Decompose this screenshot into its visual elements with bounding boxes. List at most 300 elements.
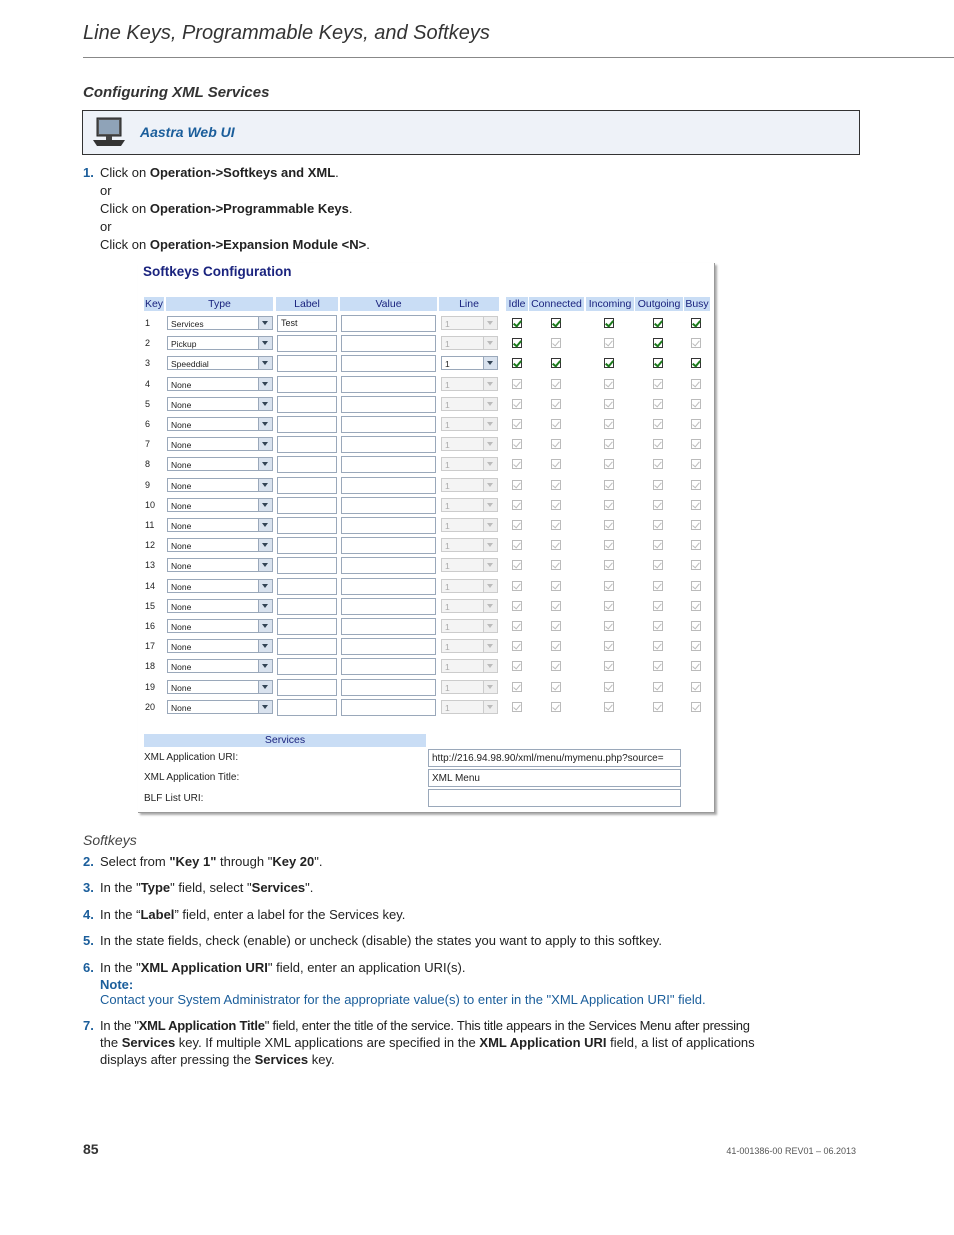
line-value: 1	[445, 702, 450, 713]
type-select[interactable]	[167, 619, 273, 633]
checkbox-incoming[interactable]	[604, 399, 614, 409]
type-value: None	[171, 561, 192, 572]
line-value: 1	[445, 622, 450, 632]
label-input[interactable]	[277, 477, 337, 494]
line-value: 1	[445, 440, 450, 451]
checkbox-incoming[interactable]	[604, 560, 614, 570]
checkbox-incoming[interactable]	[604, 581, 614, 591]
type-value: None	[171, 541, 192, 552]
checkbox-incoming[interactable]	[604, 641, 614, 651]
type-select[interactable]	[167, 498, 273, 512]
line-value: 1	[445, 561, 450, 572]
checkbox-incoming[interactable]	[604, 540, 614, 550]
checkbox-busy[interactable]	[691, 702, 701, 712]
line-select[interactable]	[441, 478, 498, 492]
type-value: Services	[171, 319, 204, 329]
label-input[interactable]	[277, 598, 337, 615]
checkbox-idle[interactable]	[512, 419, 522, 429]
value-input[interactable]	[341, 537, 436, 554]
checkbox-idle[interactable]	[512, 318, 522, 328]
checkbox-connected[interactable]	[551, 682, 561, 692]
checkbox-outgoing[interactable]	[653, 641, 663, 651]
note-label: Note:	[100, 977, 134, 992]
chevron-down-icon	[483, 701, 497, 713]
checkbox-outgoing[interactable]	[653, 581, 663, 591]
checkbox-outgoing[interactable]	[653, 318, 663, 328]
chevron-down-icon	[258, 519, 272, 531]
line-select[interactable]	[441, 356, 498, 370]
type-select[interactable]	[167, 558, 273, 572]
chevron-down-icon	[483, 479, 497, 491]
type-select[interactable]	[167, 659, 273, 673]
checkbox-incoming[interactable]	[604, 338, 614, 348]
label-input[interactable]	[277, 396, 337, 413]
value-input[interactable]	[341, 436, 436, 453]
label-input[interactable]	[277, 658, 337, 675]
chevron-down-icon	[483, 681, 497, 693]
checkbox-connected[interactable]	[551, 621, 561, 631]
checkbox-connected[interactable]	[551, 560, 561, 570]
step-text: In the "XML Application URI" field, enter an application URI(s). Note: Contact your System Administrator for the appropriate value(s) to enter in the "XML Application URI" field.	[100, 960, 706, 1007]
chevron-down-icon	[258, 458, 272, 470]
header-label: Label	[276, 297, 338, 311]
chevron-down-icon	[483, 398, 497, 410]
checkbox-connected[interactable]	[551, 500, 561, 510]
checkbox-connected[interactable]	[551, 520, 561, 530]
label-input[interactable]	[277, 335, 337, 352]
checkbox-connected[interactable]	[551, 459, 561, 469]
value-input[interactable]	[341, 335, 436, 352]
checkbox-incoming[interactable]	[604, 379, 614, 389]
chevron-down-icon	[258, 600, 272, 612]
value-input[interactable]	[341, 578, 436, 595]
checkbox-connected[interactable]	[551, 338, 561, 348]
type-select[interactable]	[167, 336, 273, 350]
checkbox-outgoing[interactable]	[653, 540, 663, 550]
type-value: None	[171, 521, 192, 531]
checkbox-outgoing[interactable]	[653, 621, 663, 631]
value-input[interactable]	[341, 598, 436, 615]
services-header: Services	[144, 734, 426, 747]
checkbox-incoming[interactable]	[604, 480, 614, 490]
chevron-down-icon	[483, 317, 497, 329]
label-input[interactable]	[277, 578, 337, 595]
chevron-down-icon	[258, 337, 272, 349]
page-number: 85	[83, 1141, 99, 1157]
label-input[interactable]	[277, 618, 337, 635]
step-number: 7.	[83, 1018, 94, 1033]
type-value: Speeddial	[171, 359, 209, 370]
checkbox-idle[interactable]	[512, 702, 522, 712]
checkbox-outgoing[interactable]	[653, 419, 663, 429]
checkbox-incoming[interactable]	[604, 621, 614, 631]
step-text: In the "Type" field, select "Services".	[100, 880, 314, 895]
checkbox-busy[interactable]	[691, 601, 701, 611]
type-value: None	[171, 642, 192, 653]
value-input[interactable]	[341, 557, 436, 574]
header-incoming: Incoming	[586, 297, 634, 311]
line-value: 1	[445, 480, 450, 491]
xml-uri-input[interactable]: http://216.94.98.90/xml/menu/mymenu.php?source=	[428, 749, 681, 767]
step-text: In the "XML Application Title" field, enter the title of the service. This title appears in the Services Menu after pressing the Services key. If multiple XML applications are specified in the XML Application URI field, a list of applications displays after pressing the Services key.	[100, 1018, 755, 1067]
value-input[interactable]	[341, 477, 436, 494]
chevron-down-icon	[258, 378, 272, 390]
value-input[interactable]	[341, 456, 436, 473]
checkbox-idle[interactable]	[512, 379, 522, 389]
type-value: None	[171, 460, 192, 471]
checkbox-busy[interactable]	[691, 338, 701, 348]
checkbox-idle[interactable]	[512, 520, 522, 530]
value-input[interactable]	[341, 618, 436, 635]
checkbox-incoming[interactable]	[604, 702, 614, 712]
step-text: Click on Operation->Softkeys and XML. or Click on Operation->Programmable Keys. or Click on Operation->Expansion Module <N>.	[100, 165, 370, 252]
checkbox-idle[interactable]	[512, 480, 522, 490]
type-select[interactable]	[167, 639, 273, 653]
chevron-down-icon	[258, 701, 272, 713]
header-connected: Connected	[529, 297, 584, 311]
type-select[interactable]	[167, 599, 273, 613]
checkbox-busy[interactable]	[691, 500, 701, 510]
type-select[interactable]	[167, 538, 273, 552]
value-input[interactable]	[341, 355, 436, 372]
type-value: None	[171, 379, 192, 390]
checkbox-incoming[interactable]	[604, 682, 614, 692]
checkbox-incoming[interactable]	[604, 520, 614, 530]
checkbox-connected[interactable]	[551, 601, 561, 611]
line-value: 1	[445, 460, 450, 471]
line-select[interactable]	[441, 457, 498, 471]
key-number: 3	[145, 358, 151, 369]
header-idle: Idle	[506, 297, 528, 311]
type-select[interactable]	[167, 377, 273, 391]
checkbox-busy[interactable]	[691, 540, 701, 550]
checkbox-outgoing[interactable]	[653, 682, 663, 692]
line-value: 1	[445, 682, 450, 693]
label-input[interactable]	[277, 557, 337, 574]
type-select[interactable]	[167, 579, 273, 593]
checkbox-idle[interactable]	[512, 641, 522, 651]
checkbox-connected[interactable]	[551, 379, 561, 389]
checkbox-outgoing[interactable]	[653, 601, 663, 611]
document-id: 41-001386-00 REV01 – 06.2013	[726, 1146, 856, 1156]
key-number: 14	[145, 580, 156, 591]
type-value: None	[171, 581, 192, 592]
checkbox-incoming[interactable]	[604, 439, 614, 449]
checkbox-idle[interactable]	[512, 581, 522, 591]
chevron-down-icon	[483, 357, 497, 369]
panel-title: Softkeys Configuration	[143, 264, 292, 279]
type-value: None	[171, 480, 192, 491]
checkbox-busy[interactable]	[691, 358, 701, 368]
line-select[interactable]	[441, 579, 498, 593]
value-input[interactable]	[341, 638, 436, 655]
type-select[interactable]	[167, 478, 273, 492]
label-input[interactable]	[277, 638, 337, 655]
chevron-down-icon	[258, 681, 272, 693]
chevron-down-icon	[258, 317, 272, 329]
line-select[interactable]	[441, 639, 498, 653]
line-select[interactable]	[441, 659, 498, 673]
type-select[interactable]	[167, 680, 273, 694]
label-input[interactable]	[277, 416, 337, 433]
checkbox-idle[interactable]	[512, 439, 522, 449]
type-value: None	[171, 702, 192, 713]
type-value: None	[171, 622, 192, 632]
checkbox-idle[interactable]	[512, 601, 522, 611]
checkbox-connected[interactable]	[551, 702, 561, 712]
chevron-down-icon	[483, 438, 497, 450]
key-number: 6	[145, 419, 151, 429]
checkbox-outgoing[interactable]	[653, 560, 663, 570]
web-ui-label: Aastra Web UI	[140, 124, 235, 140]
key-number: 20	[145, 701, 156, 712]
line-value: 1	[445, 541, 450, 552]
line-select[interactable]	[441, 498, 498, 512]
line-select[interactable]	[441, 700, 498, 714]
checkbox-busy[interactable]	[691, 480, 701, 490]
checkbox-busy[interactable]	[691, 682, 701, 692]
checkbox-incoming[interactable]	[604, 419, 614, 429]
web-ui-banner	[82, 110, 860, 155]
checkbox-incoming[interactable]	[604, 459, 614, 469]
chevron-down-icon	[483, 458, 497, 470]
key-number: 18	[145, 661, 156, 672]
step-number: 1.	[83, 165, 94, 180]
checkbox-busy[interactable]	[691, 379, 701, 389]
type-select[interactable]	[167, 417, 273, 431]
type-select[interactable]	[167, 397, 273, 411]
computer-icon	[91, 116, 127, 148]
checkbox-idle[interactable]	[512, 540, 522, 550]
checkbox-outgoing[interactable]	[653, 500, 663, 510]
chevron-down-icon	[483, 499, 497, 511]
checkbox-busy[interactable]	[691, 661, 701, 671]
line-select[interactable]	[441, 417, 498, 431]
label-input[interactable]	[277, 456, 337, 473]
key-number: 19	[145, 681, 156, 692]
label-input[interactable]	[277, 699, 337, 716]
key-number: 16	[145, 621, 156, 631]
chevron-down-icon	[258, 640, 272, 652]
xml-title-label: XML Application Title:	[144, 772, 240, 783]
value-input[interactable]	[341, 315, 436, 332]
checkbox-idle[interactable]	[512, 621, 522, 631]
checkbox-incoming[interactable]	[604, 500, 614, 510]
xml-title-input[interactable]: XML Menu	[428, 769, 681, 787]
label-input[interactable]	[277, 497, 337, 514]
checkbox-busy[interactable]	[691, 318, 701, 328]
type-select[interactable]	[167, 700, 273, 714]
chevron-down-icon	[483, 660, 497, 672]
checkbox-incoming[interactable]	[604, 318, 614, 328]
value-input[interactable]	[341, 396, 436, 413]
key-number: 15	[145, 600, 156, 611]
checkbox-connected[interactable]	[551, 641, 561, 651]
checkbox-outgoing[interactable]	[653, 480, 663, 490]
key-number: 7	[145, 439, 151, 450]
step-number: 4.	[83, 907, 94, 922]
label-input[interactable]	[277, 679, 337, 696]
header-outgoing: Outgoing	[635, 297, 683, 311]
chevron-down-icon	[483, 580, 497, 592]
checkbox-connected[interactable]	[551, 540, 561, 550]
line-select[interactable]	[441, 558, 498, 572]
checkbox-incoming[interactable]	[604, 601, 614, 611]
type-select[interactable]	[167, 437, 273, 451]
checkbox-connected[interactable]	[551, 399, 561, 409]
key-number: 4	[145, 378, 151, 389]
line-value: 1	[445, 581, 450, 592]
chevron-down-icon	[258, 438, 272, 450]
key-number: 5	[145, 398, 151, 409]
type-value: Pickup	[171, 339, 197, 350]
type-value: None	[171, 440, 192, 451]
value-input[interactable]	[341, 658, 436, 675]
step-text: In the “Label” field, enter a label for the Services key.	[100, 907, 406, 922]
checkbox-idle[interactable]	[512, 358, 522, 368]
type-value: None	[171, 420, 192, 430]
label-input[interactable]	[277, 436, 337, 453]
label-input[interactable]	[277, 355, 337, 372]
checkbox-busy[interactable]	[691, 419, 701, 429]
checkbox-connected[interactable]	[551, 419, 561, 429]
checkbox-outgoing[interactable]	[653, 358, 663, 368]
value-input[interactable]	[341, 376, 436, 393]
checkbox-outgoing[interactable]	[653, 439, 663, 449]
checkbox-incoming[interactable]	[604, 661, 614, 671]
chevron-down-icon	[258, 357, 272, 369]
line-select[interactable]	[441, 680, 498, 694]
step-text: Select from "Key 1" through "Key 20".	[100, 854, 323, 869]
type-value: None	[171, 662, 192, 673]
header-key: Key	[144, 298, 164, 310]
value-input[interactable]	[341, 497, 436, 514]
checkbox-idle[interactable]	[512, 560, 522, 570]
checkbox-connected[interactable]	[551, 661, 561, 671]
chevron-down-icon	[483, 640, 497, 652]
checkbox-outgoing[interactable]	[653, 459, 663, 469]
checkbox-connected[interactable]	[551, 318, 561, 328]
label-input[interactable]: Test	[277, 315, 337, 332]
chevron-down-icon	[258, 499, 272, 511]
line-select[interactable]	[441, 316, 498, 330]
type-value: None	[171, 601, 192, 612]
value-input[interactable]	[341, 517, 436, 534]
checkbox-busy[interactable]	[691, 520, 701, 530]
checkbox-outgoing[interactable]	[653, 520, 663, 530]
key-number: 17	[145, 641, 156, 652]
chevron-down-icon	[258, 580, 272, 592]
step-number: 2.	[83, 854, 94, 869]
checkbox-incoming[interactable]	[604, 358, 614, 368]
line-select[interactable]	[441, 518, 498, 532]
key-number: 1	[145, 318, 151, 328]
header-busy: Busy	[685, 298, 709, 310]
checkbox-outgoing[interactable]	[653, 702, 663, 712]
label-input[interactable]	[277, 537, 337, 554]
checkbox-connected[interactable]	[551, 358, 561, 368]
type-value: None	[171, 500, 192, 511]
note-text: Contact your System Administrator for the appropriate value(s) to enter in the "XML Application URI" field.	[100, 992, 706, 1007]
chevron-down-icon	[483, 539, 497, 551]
chevron-down-icon	[483, 600, 497, 612]
line-value: 1	[445, 662, 450, 673]
type-select[interactable]	[167, 356, 273, 370]
value-input[interactable]	[341, 416, 436, 433]
line-select[interactable]	[441, 397, 498, 411]
chevron-down-icon	[483, 378, 497, 390]
chevron-down-icon	[483, 519, 497, 531]
line-select[interactable]	[441, 377, 498, 391]
checkbox-connected[interactable]	[551, 480, 561, 490]
line-value: 1	[445, 339, 450, 350]
key-number: 10	[145, 499, 156, 510]
checkbox-outgoing[interactable]	[653, 661, 663, 671]
line-value: 1	[445, 642, 450, 653]
checkbox-busy[interactable]	[691, 641, 701, 651]
line-select[interactable]	[441, 538, 498, 552]
checkbox-outgoing[interactable]	[653, 338, 663, 348]
line-select[interactable]	[441, 336, 498, 350]
checkbox-connected[interactable]	[551, 439, 561, 449]
checkbox-busy[interactable]	[691, 621, 701, 631]
header-value: Value	[340, 297, 437, 311]
checkbox-busy[interactable]	[691, 581, 701, 591]
line-select[interactable]	[441, 437, 498, 451]
checkbox-connected[interactable]	[551, 581, 561, 591]
line-value: 1	[445, 359, 450, 370]
checkbox-busy[interactable]	[691, 399, 701, 409]
type-select[interactable]	[167, 316, 273, 330]
checkbox-idle[interactable]	[512, 661, 522, 671]
xml-uri-label: XML Application URI:	[144, 752, 239, 763]
value-input[interactable]	[341, 699, 436, 716]
line-select[interactable]	[441, 619, 498, 633]
checkbox-idle[interactable]	[512, 399, 522, 409]
line-value: 1	[445, 521, 450, 531]
label-input[interactable]	[277, 517, 337, 534]
checkbox-busy[interactable]	[691, 560, 701, 570]
line-select[interactable]	[441, 599, 498, 613]
value-input[interactable]	[341, 679, 436, 696]
key-number: 8	[145, 459, 151, 470]
chevron-down-icon	[258, 660, 272, 672]
line-value: 1	[445, 500, 450, 511]
key-number: 12	[145, 540, 156, 551]
type-select[interactable]	[167, 457, 273, 471]
header-type: Type	[166, 297, 273, 311]
checkbox-idle[interactable]	[512, 338, 522, 348]
checkbox-idle[interactable]	[512, 682, 522, 692]
label-input[interactable]	[277, 376, 337, 393]
type-select[interactable]	[167, 518, 273, 532]
line-value: 1	[445, 319, 450, 329]
chevron-down-icon	[483, 418, 497, 430]
step-number: 5.	[83, 933, 94, 948]
chapter-rule	[83, 57, 954, 58]
checkbox-busy[interactable]	[691, 439, 701, 449]
checkbox-idle[interactable]	[512, 459, 522, 469]
line-value: 1	[445, 420, 450, 430]
checkbox-idle[interactable]	[512, 500, 522, 510]
chevron-down-icon	[258, 418, 272, 430]
checkbox-outgoing[interactable]	[653, 399, 663, 409]
chevron-down-icon	[483, 620, 497, 632]
blf-list-input[interactable]	[428, 789, 681, 807]
softkeys-config-screenshot	[138, 263, 715, 813]
checkbox-outgoing[interactable]	[653, 379, 663, 389]
checkbox-busy[interactable]	[691, 459, 701, 469]
